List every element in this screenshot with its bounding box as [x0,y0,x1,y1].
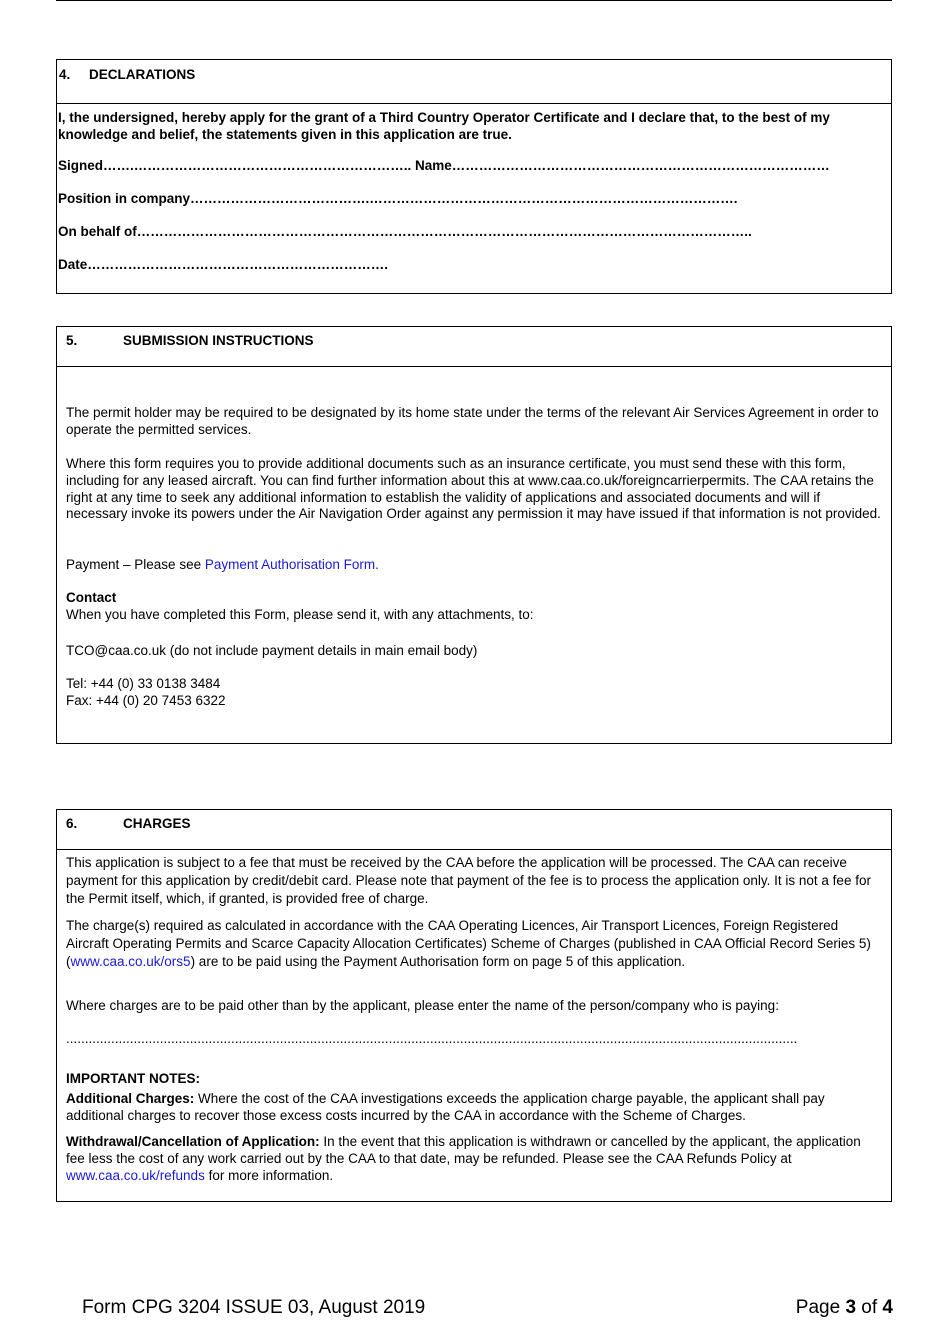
position-field[interactable]: Position in company………………………………….………………………………………………………………………. [58,191,738,206]
section-title: DECLARATIONS [89,67,196,82]
contact-text: When you have completed this Form, please send it, with any attachments, to: [66,607,534,622]
section-header [57,60,891,104]
section-header [57,810,891,850]
documents-paragraph: Where this form requires you to provide additional documents such as an insurance certificate, you must send these with this form, including for any leased aircraft. You can find further information about this at www.caa.co.uk/foreigncarrierpermits. The CAA retains the right at any time to seek any additional information to establish the validity of applications and associated documents and will if necessary invoke its powers under the Air Navigation Order against any permission it may have issued if that information is not provided. [66,456,881,522]
signed-name-field[interactable]: Signed…….…………………………………………………….. Name………………………………………………………………………… [58,158,830,173]
payer-name-field[interactable]: ................................................................................................................................................................................................... [66,1031,798,1046]
payment-line [66,557,882,574]
charges-section [56,809,892,1202]
contact-heading: Contact [66,590,117,605]
withdrawal-label: Withdrawal/Cancellation of Application: [66,1134,320,1149]
payment-prefix: Payment – Please see [66,557,205,572]
date-field[interactable]: Date…………………………………………………………. [58,257,389,272]
page-of: of [856,1297,883,1318]
declarations-section [56,59,892,294]
designation-paragraph: The permit holder may be required to be designated by its home state under the terms of the relevant Air Services Agreement in order to operate the permitted services. [66,405,879,437]
payment-form-link[interactable]: Payment Authorisation Form. [204,557,379,572]
page-number [796,1297,893,1319]
section-number: 4. [59,67,71,82]
declaration-text: I, the undersigned, hereby apply for the grant of a Third Country Operator Certificate and I declare that, to the best of my knowledge and belief, the statements given in this application are true. [58,110,830,142]
top-rule [56,0,892,1]
notes-heading: IMPORTANT NOTES: [66,1071,200,1086]
scheme-text: The charge(s) required as calculated in accordance with the CAA Operating Licences, Air Transport Licences, Foreign Registered Aircraft Operating Permits and Scarce Capacity Allocation Certificates) Scheme of Charges (published in CAA Official Record Series 5) ( [66,918,871,969]
additional-charges-note [66,1091,882,1125]
section-header [57,327,891,367]
page-total: 4 [882,1297,893,1318]
section-number: 5. [66,333,78,348]
email-line: TCO@caa.co.uk (do not include payment details in main email body) [66,643,478,658]
refunds-link[interactable]: www.caa.co.uk/refunds [66,1167,205,1183]
fee-paragraph: This application is subject to a fee that must be received by the CAA before the application will be processed. The CAA can receive payment for this application by credit/debit card. Please note that payment of the fee is to process the application only. It is not a fee for the Permit itself, which, if granted, is provided free of charge. [66,855,871,906]
section-title: CHARGES [123,816,191,831]
payer-paragraph: Where charges are to be paid other than by the applicant, please enter the name of the person/company who is paying: [66,998,779,1013]
ors5-link[interactable]: www.caa.co.uk/ors5 [70,954,191,969]
scheme-suffix: ) are to be paid using the Payment Authorisation form on page 5 of this application. [190,954,686,969]
page-current: 3 [845,1297,857,1318]
additional-text: Where the cost of the CAA investigations exceeds the application charge payable, the applicant shall pay additional charges to recover those excess costs incurred by the CAA in accordance with the Scheme of Charges. [66,1091,825,1123]
form-identifier: Form CPG 3204 ISSUE 03, August 2019 [82,1297,426,1318]
section-title: SUBMISSION INSTRUCTIONS [123,333,314,348]
scheme-paragraph [66,917,882,971]
fax-line: Fax: +44 (0) 20 7453 6322 [66,693,226,708]
withdrawal-note [66,1134,882,1184]
page-word: Page [795,1297,846,1318]
on-behalf-field[interactable]: On behalf of……………………………………………………………………………………………………………………….. [58,224,752,239]
tel-line: Tel: +44 (0) 33 0138 3484 [66,676,221,691]
withdrawal-text: In the event that this application is withdrawn or cancelled by the applicant, the application fee less the cost of any work carried out by the CAA to that date, may be refunded. Please see the CAA Refunds Policy at [66,1134,861,1166]
withdrawal-suffix: for more information. [204,1167,334,1183]
section-number: 6. [66,816,78,831]
additional-label: Additional Charges: [66,1091,195,1106]
submission-section [56,326,892,744]
